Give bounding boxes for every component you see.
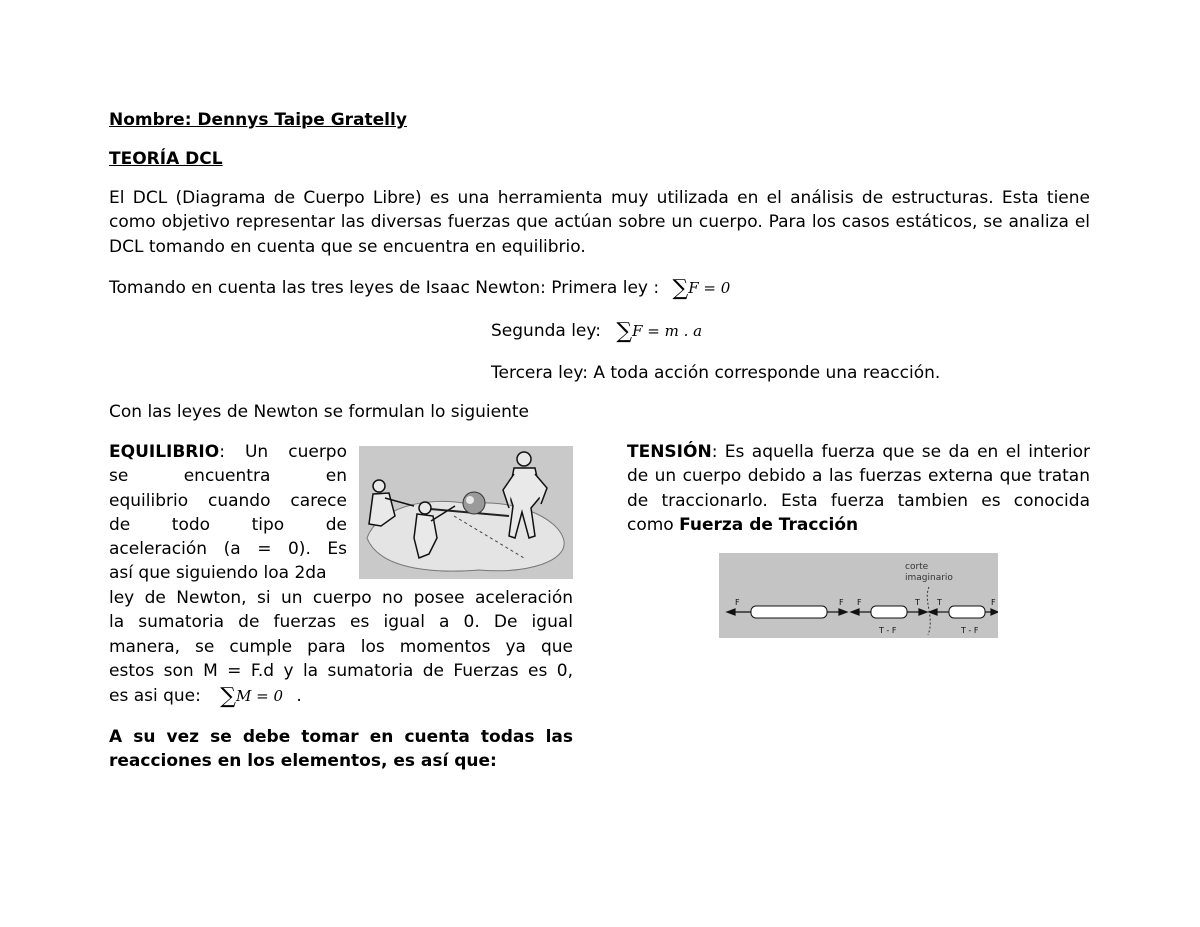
equilibrium-illustration [359,446,573,579]
equilibrio-line: se encuentra en [109,466,347,487]
second-law-formula: F = m . a [632,322,703,340]
tf-label-left: T - F [879,626,897,635]
corte-label: corte [905,562,929,572]
imaginario-label: imaginario [905,573,953,583]
laws-intro-text: Tomando en cuenta las tres leyes de Isaac Newton: Primera ley : [109,278,660,298]
tension-paragraph [627,440,1090,537]
force-label: F [839,598,844,607]
second-law-line [491,319,702,344]
equilibrio-line: aceleración (a = 0). Es [109,539,347,560]
force-label: F [735,598,740,607]
formulate-text: Con las leyes de Newton se formulan lo siguiente [109,402,529,422]
intro-paragraph: El DCL (Diagrama de Cuerpo Libre) es una herramienta muy utilizada en el análisis de estructuras. Esta tiene como objetivo representar las diversas fuerzas que actúan sobre un cuerpo. Para los casos estáticos, se analiza el DCL tomando en cuenta que se encuentra en equilibrio. [109,188,1090,257]
tension-title: TENSIÓN [627,442,712,462]
equilibrio-line: equilibrio cuando carece [109,490,347,511]
sigma-symbol: ∑ [672,276,689,301]
reacciones-line-1: A su vez se debe tomar en cuenta todas las [109,727,573,747]
tension-label: T [915,598,920,607]
moment-line [109,684,302,709]
first-law-formula: F = 0 [688,279,731,297]
equilibrio-line: así que siguiendo loa 2da [109,563,327,584]
moment-formula: M = 0 [236,687,284,705]
moment-prefix: es asi que: [109,686,201,706]
equilibrio-line: estos son M = F.d y la sumatoria de Fuerzas es 0, [109,660,573,681]
sigma-symbol: ∑ [616,319,633,344]
tension-illustration [719,553,998,638]
moment-suffix: . [296,686,302,706]
equilibrio-line: : Un cuerpo [219,442,347,462]
equilibrio-wide [109,586,573,683]
equilibrio-line: ley de Newton, si un cuerpo no posee aceleración [109,588,573,608]
equilibrio-line: de todo tipo de [109,514,347,535]
reacciones-line-2: reacciones en los elementos, es así que: [109,751,497,771]
sigma-symbol: ∑ [220,684,236,709]
equilibrio-line: la sumatoria de fuerzas es igual a 0. De igual [109,612,573,633]
tension-label: T [937,598,942,607]
force-label: F [991,598,996,607]
tf-label-right: T - F [961,626,979,635]
first-law-line [109,276,730,301]
tension-text: : Es aquella fuerza que se da en el interior de un cuerpo debido a las fuerzas externa que tratan de traccionarlo. Esta fuerza tambien es conocida como [627,442,1090,535]
author-name: Nombre: Dennys Taipe Gratelly [109,110,407,130]
equilibrio-line: manera, se cumple para los momentos ya que [109,636,573,657]
second-law-label: Segunda ley: [491,321,601,341]
equilibrio-title: EQUILIBRIO [109,442,220,462]
section-title: TEORÍA DCL [109,149,223,169]
third-law-text: Tercera ley: A toda acción corresponde una reacción. [491,363,941,383]
equilibrio-narrow [109,440,347,586]
force-label: F [857,598,862,607]
tension-bold-end: Fuerza de Tracción [679,514,859,535]
